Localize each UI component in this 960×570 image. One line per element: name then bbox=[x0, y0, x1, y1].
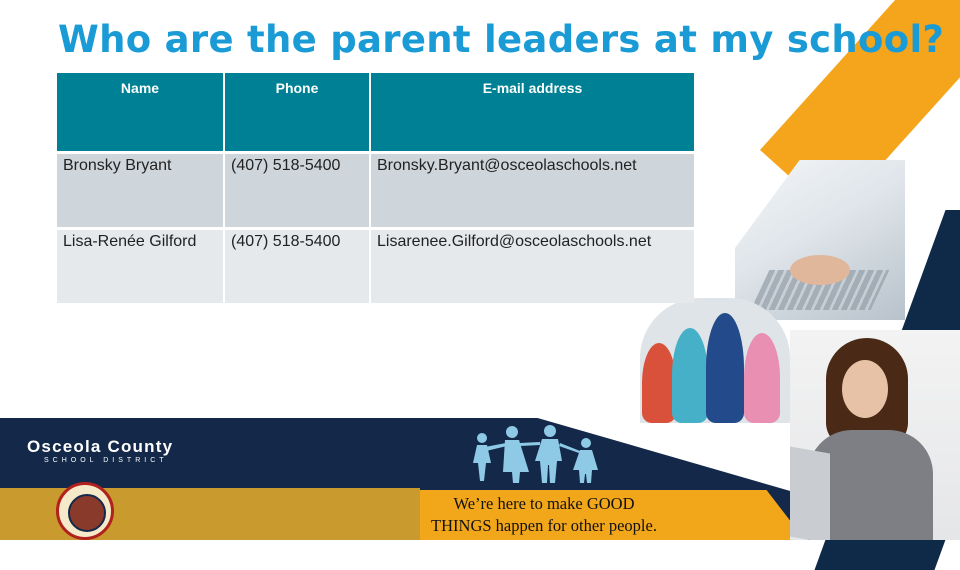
district-subtitle: SCHOOL DISTRICT bbox=[44, 457, 168, 464]
student-figure bbox=[706, 313, 744, 423]
family-icon bbox=[470, 425, 605, 483]
leader-phone-cell: (407) 518-5400 bbox=[224, 229, 370, 304]
parent-leaders-table bbox=[57, 73, 694, 303]
district-seal-icon bbox=[56, 482, 114, 540]
leader-name-cell: Lisa-Renée Gilford bbox=[57, 229, 224, 304]
laptop-screen bbox=[790, 446, 830, 540]
student-face bbox=[842, 360, 888, 418]
district-name: Osceola County bbox=[27, 437, 174, 456]
slogan-line-2: THINGS happen for other people. bbox=[431, 516, 657, 535]
leader-email-cell: Bronsky.Bryant@osceolaschools.net bbox=[370, 153, 694, 229]
student-figure bbox=[744, 333, 780, 423]
typing-hand bbox=[790, 255, 850, 285]
column-header-phone: Phone bbox=[224, 73, 370, 153]
leader-email-cell: Lisarenee.Gilford@osceolaschools.net bbox=[370, 229, 694, 304]
table-row bbox=[57, 153, 694, 229]
column-header-name: Name bbox=[57, 73, 224, 153]
seal-center bbox=[68, 494, 106, 532]
slide-title: Who are the parent leaders at my school? bbox=[58, 18, 945, 61]
student-figure bbox=[672, 328, 708, 423]
student-with-laptop-photo bbox=[790, 330, 960, 540]
student-figure bbox=[642, 343, 676, 423]
slogan-text bbox=[418, 493, 670, 537]
slogan-line-1: We’re here to make GOOD bbox=[453, 494, 635, 513]
table-row bbox=[57, 229, 694, 304]
leader-name-cell: Bronsky Bryant bbox=[57, 153, 224, 229]
leader-phone-cell: (407) 518-5400 bbox=[224, 153, 370, 229]
table-header-row bbox=[57, 73, 694, 153]
column-header-email: E-mail address bbox=[370, 73, 694, 153]
students-group-photo bbox=[640, 298, 790, 423]
